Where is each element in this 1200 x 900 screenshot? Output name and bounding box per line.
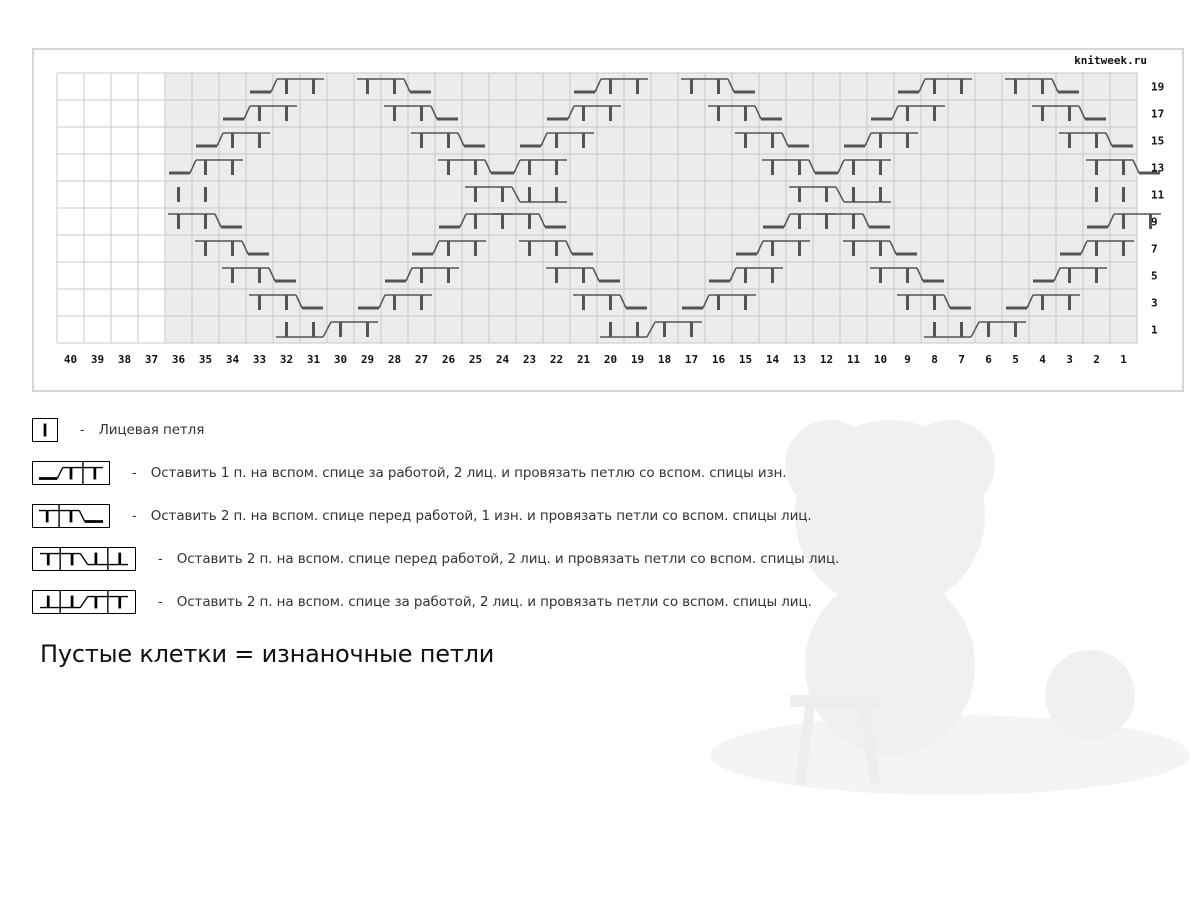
legend-row-cable-b [32,503,812,529]
column-label: 36 [171,353,186,366]
column-label: 35 [198,353,213,366]
legend-text-cable-a: Оставить 1 п. на вспом. спице за работой, 2 лиц. и провязать петлю со вспом. спицы изн. [150,465,787,481]
column-label: 31 [306,353,321,366]
site-label: knitweek.ru [1074,54,1147,67]
column-label: 25 [468,353,483,366]
legend-text-knit: Лицевая петля [98,422,205,438]
cable-1-over-2-back-icon [32,461,110,485]
column-label: 32 [279,353,294,366]
column-label: 7 [958,353,965,366]
column-label: 22 [549,353,564,366]
column-label: 30 [333,353,348,366]
legend-text-cable-d: Оставить 2 п. на вспом. спице за работой, 2 лиц. и провязать петли со вспом. спицы лиц. [176,594,812,610]
row-label: 17 [1151,107,1165,121]
column-label: 19 [630,353,645,366]
legend-text-cable-b: Оставить 2 п. на вспом. спице перед работой, 1 изн. и провязать петли со вспом. спицы лиц. [150,508,812,524]
row-label: 9 [1151,215,1158,229]
column-label: 18 [657,353,672,366]
legend-row-cable-a [32,460,787,486]
legend-dash: - [80,422,85,438]
column-label: 8 [931,353,938,366]
column-label: 29 [360,353,375,366]
chart-frame [32,48,1184,392]
column-label: 21 [576,353,591,366]
column-label: 17 [684,353,699,366]
row-label: 3 [1151,296,1158,310]
column-label: 39 [90,353,105,366]
column-label: 9 [904,353,911,366]
legend-dash: - [158,551,163,567]
column-label: 1 [1120,353,1127,366]
column-label: 6 [985,353,992,366]
column-label: 12 [819,353,834,366]
column-label: 3 [1066,353,1073,366]
legend-dash: - [132,508,137,524]
cable-2-over-1-front-icon [32,504,110,528]
legend-row-knit [32,417,204,443]
column-label: 2 [1093,353,1100,366]
column-label: 20 [603,353,618,366]
purl-footnote: Пустые клетки = изнаночные петли [40,640,495,668]
row-label: 13 [1151,161,1165,175]
column-label: 26 [441,353,456,366]
column-label: 34 [225,353,240,366]
cable-2-over-2-front-icon [32,547,136,571]
column-label: 4 [1039,353,1046,366]
column-label: 11 [846,353,861,366]
legend-dash: - [158,594,163,610]
column-label: 14 [765,353,780,366]
row-label: 15 [1151,134,1165,148]
knitting-chart [34,50,1182,390]
legend-row-cable-c [32,546,839,572]
column-label: 33 [252,353,267,366]
legend-dash: - [132,465,137,481]
column-label: 38 [117,353,132,366]
row-label: 11 [1151,188,1165,202]
column-label: 27 [414,353,429,366]
column-label: 10 [873,353,888,366]
legend-text-cable-c: Оставить 2 п. на вспом. спице перед работой, 2 лиц. и провязать петли со вспом. спицы лиц. [176,551,840,567]
column-label: 5 [1012,353,1019,366]
column-label: 28 [387,353,402,366]
row-label: 7 [1151,242,1158,256]
column-label: 13 [792,353,807,366]
column-label: 37 [144,353,159,366]
legend-row-cable-d [32,589,812,615]
column-label: 40 [63,353,78,366]
knit-stitch-icon [32,418,58,442]
row-label: 5 [1151,269,1158,283]
row-label: 1 [1151,323,1158,337]
row-label: 19 [1151,80,1165,94]
column-label: 24 [495,353,510,366]
column-label: 16 [711,353,726,366]
cable-2-over-2-back-icon [32,590,136,614]
column-label: 23 [522,353,537,366]
column-label: 15 [738,353,753,366]
